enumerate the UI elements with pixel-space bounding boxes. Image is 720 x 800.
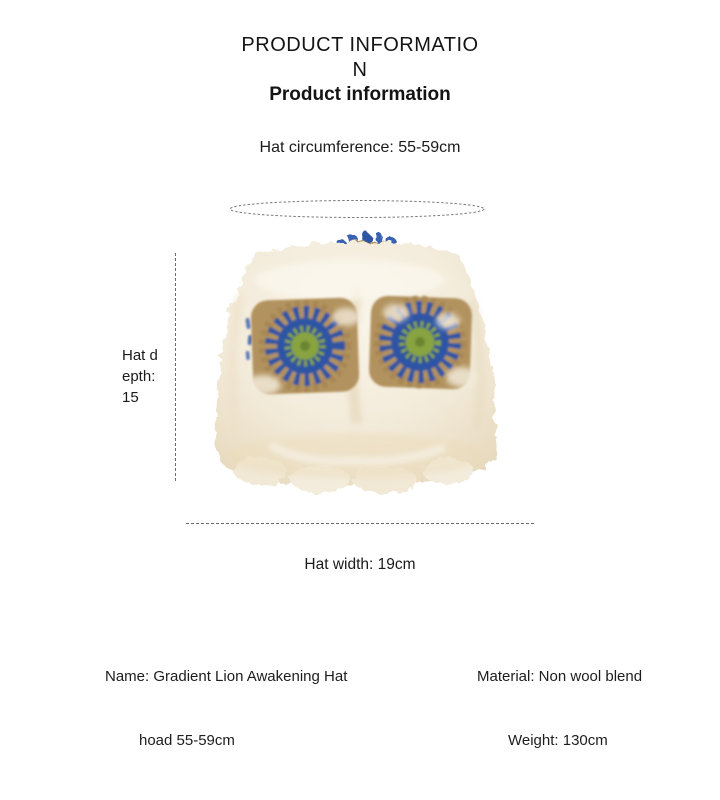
hat-depth-line2: epth: xyxy=(122,368,156,385)
dashed-ellipse-graphic xyxy=(226,196,488,222)
product-photo-hat xyxy=(200,225,510,495)
spec-weight: Weight: 130cm xyxy=(508,732,608,749)
hat-circumference-label: Hat circumference: 55-59cm xyxy=(259,139,461,156)
spec-name: Name: Gradient Lion Awakening Hat xyxy=(105,668,348,685)
page-title-line2: N xyxy=(352,59,368,81)
page-subtitle: Product information xyxy=(269,84,451,105)
hat-depth-label xyxy=(122,345,158,408)
spec-material: Material: Non wool blend xyxy=(477,668,643,685)
width-dashed-line xyxy=(186,523,534,524)
hat-width-label: Hat width: 19cm xyxy=(304,556,416,573)
hat-depth-line3: 15 xyxy=(122,389,139,406)
depth-dashed-line xyxy=(175,253,176,481)
spec-hood-circumference: hoad 55-59cm xyxy=(139,732,235,749)
page-title-line1: PRODUCT INFORMATIO xyxy=(241,34,479,56)
hat-illustration xyxy=(200,225,510,495)
hat-depth-line1: Hat d xyxy=(122,347,158,364)
circumference-dashed-ellipse xyxy=(226,196,488,222)
